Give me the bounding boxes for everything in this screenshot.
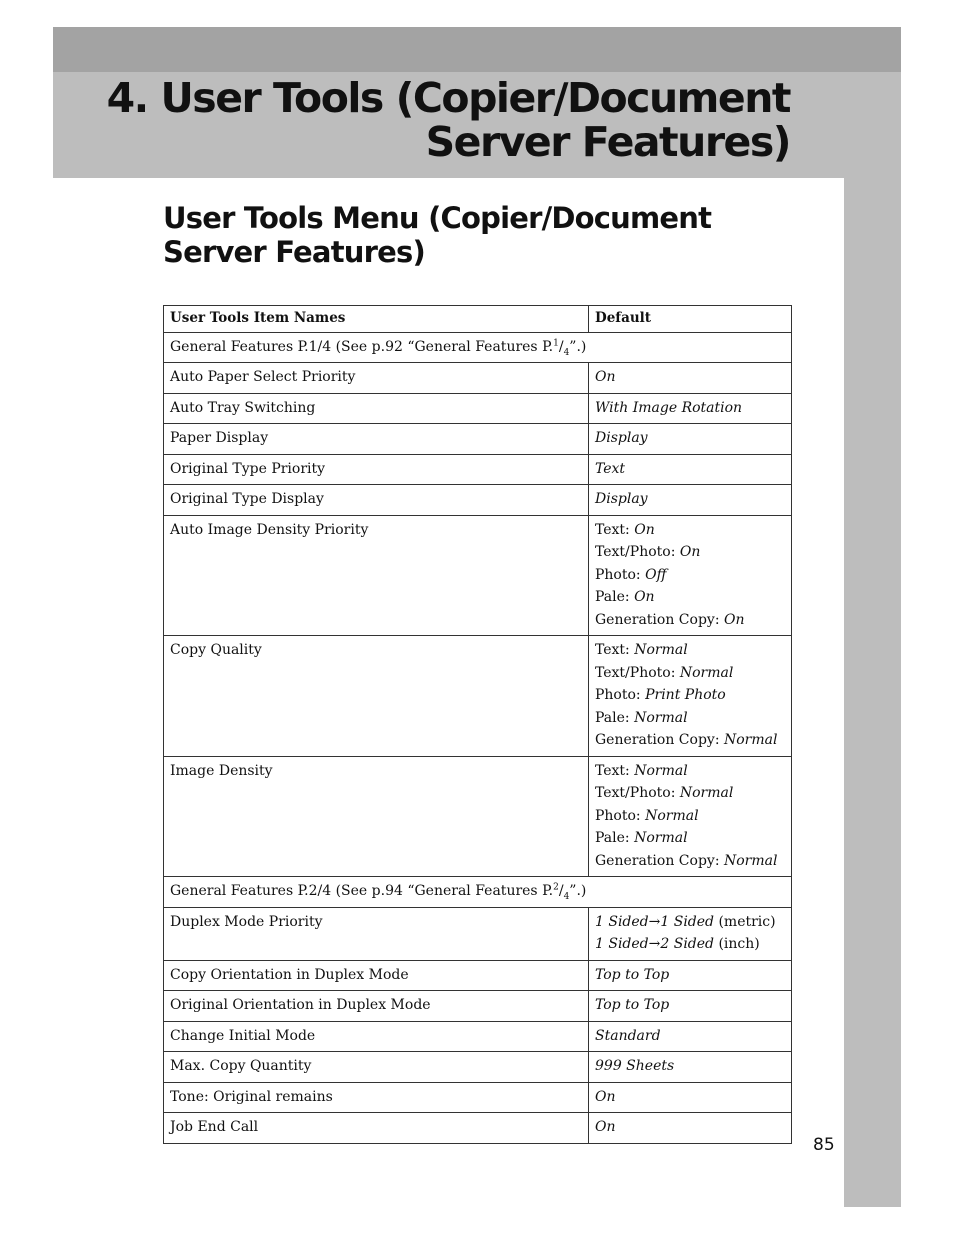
table-row <box>164 424 792 455</box>
group-heading-p2 <box>164 877 792 908</box>
default-value: Normal <box>634 830 688 846</box>
default-label: Text/Photo: <box>595 544 680 560</box>
default-value: 1 Sided→1 Sided <box>595 913 714 930</box>
default-value: Normal <box>634 762 688 779</box>
item-name: Copy Quality <box>164 636 589 757</box>
default-line <box>595 760 785 783</box>
item-name: Copy Orientation in Duplex Mode <box>164 960 589 991</box>
default-value: Normal <box>634 709 688 726</box>
page-number: 85 <box>813 1135 835 1155</box>
table-row <box>164 1082 792 1113</box>
default-label: Pale: <box>595 830 635 846</box>
default-value: Normal <box>724 852 778 869</box>
default-value: With Image Rotation <box>595 399 743 416</box>
chapter-title <box>90 76 790 164</box>
section-title <box>163 201 803 269</box>
default-label: Generation Copy: <box>595 732 724 748</box>
default-label: Text/Photo: <box>595 664 680 681</box>
default-value: On <box>724 611 745 628</box>
default-label: Photo: <box>595 566 646 583</box>
default-line <box>595 707 785 730</box>
default-label: Generation Copy: <box>595 611 724 628</box>
default-line <box>595 933 785 956</box>
table-row <box>164 756 792 877</box>
header-default: Default <box>589 306 792 333</box>
header-top-band <box>53 27 901 72</box>
item-name: Auto Paper Select Priority <box>164 363 589 394</box>
item-name: Max. Copy Quantity <box>164 1052 589 1083</box>
default-value: On <box>634 521 655 538</box>
default-value: Print Photo <box>645 687 726 703</box>
default-value: On <box>595 1088 616 1105</box>
group-text: General Features P.2/4 (See p.94 “General Features P. <box>170 883 554 899</box>
default-value: Normal <box>679 664 734 681</box>
item-name: Tone: Original remains <box>164 1082 589 1113</box>
group-sub: 4 <box>563 347 570 358</box>
table-row <box>164 393 792 424</box>
group-sup: 2 <box>553 882 559 893</box>
table-row <box>164 960 792 991</box>
default-line <box>595 519 785 542</box>
group-slash: / <box>558 883 564 899</box>
item-name: Original Type Display <box>164 485 589 516</box>
item-default <box>589 393 792 424</box>
default-line <box>595 782 785 805</box>
item-name: Change Initial Mode <box>164 1021 589 1052</box>
default-value: Text <box>595 460 626 477</box>
default-line <box>595 639 785 662</box>
default-suffix: (inch) <box>714 936 760 952</box>
item-default <box>589 1082 792 1113</box>
group-text: General Features P.1/4 (See p.92 “General Features P. <box>170 338 554 355</box>
default-value: On <box>634 589 655 605</box>
default-label: Text/Photo: <box>595 785 680 801</box>
item-default <box>589 454 792 485</box>
table-row <box>164 454 792 485</box>
chapter-title-line1: 4. User Tools (Copier/Document <box>106 74 790 122</box>
default-value: Display <box>595 491 648 507</box>
default-line <box>595 541 785 564</box>
default-line <box>595 805 785 828</box>
group-slash: / <box>558 338 564 355</box>
item-name: Paper Display <box>164 424 589 455</box>
group-row <box>164 877 792 908</box>
default-value: On <box>679 544 701 560</box>
item-name: Original Orientation in Duplex Mode <box>164 991 589 1022</box>
default-value: Normal <box>645 807 699 824</box>
default-line <box>595 609 785 632</box>
default-value: On <box>595 369 616 385</box>
default-value: Normal <box>724 732 778 748</box>
table-row <box>164 907 792 960</box>
group-sub: 4 <box>563 891 570 902</box>
item-default <box>589 756 792 877</box>
default-line <box>595 662 785 685</box>
table-row <box>164 1021 792 1052</box>
default-value: Normal <box>679 785 734 801</box>
section-title-line2: Server Features) <box>163 235 425 269</box>
item-default <box>589 1113 792 1144</box>
default-line <box>595 911 785 934</box>
default-label: Photo: <box>595 687 646 703</box>
default-line <box>595 827 785 850</box>
default-value: 999 Sheets <box>595 1058 675 1074</box>
group-end: ”.) <box>569 883 587 899</box>
default-label: Photo: <box>595 807 646 824</box>
item-name: Original Type Priority <box>164 454 589 485</box>
default-value: Standard <box>595 1027 661 1044</box>
table-row <box>164 515 792 636</box>
default-label: Text: <box>595 642 635 658</box>
default-value: Top to Top <box>595 966 670 983</box>
default-suffix: (metric) <box>714 913 776 930</box>
item-default <box>589 424 792 455</box>
item-default <box>589 907 792 960</box>
table-row <box>164 636 792 757</box>
default-label: Pale: <box>595 589 635 605</box>
default-line <box>595 564 785 587</box>
item-name: Image Density <box>164 756 589 877</box>
group-end: ”.) <box>569 338 587 355</box>
item-name: Auto Tray Switching <box>164 393 589 424</box>
table-row <box>164 363 792 394</box>
group-sup: 1 <box>553 337 559 348</box>
default-line <box>595 850 785 873</box>
default-line <box>595 729 785 752</box>
item-default <box>589 991 792 1022</box>
default-label: Generation Copy: <box>595 852 724 869</box>
user-tools-table <box>163 305 792 1144</box>
item-name: Job End Call <box>164 1113 589 1144</box>
table-row <box>164 1052 792 1083</box>
item-default <box>589 515 792 636</box>
section-title-line1: User Tools Menu (Copier/Document <box>163 201 712 235</box>
default-value: Normal <box>634 642 688 658</box>
group-heading-p1 <box>164 332 792 363</box>
table-row <box>164 1113 792 1144</box>
default-label: Text: <box>595 762 635 779</box>
default-line <box>595 586 785 609</box>
default-value: Top to Top <box>595 997 670 1013</box>
header-item-names: User Tools Item Names <box>164 306 589 333</box>
default-label: Text: <box>595 521 635 538</box>
default-label: Pale: <box>595 709 635 726</box>
chapter-title-line2: Server Features) <box>425 118 790 166</box>
item-name: Auto Image Density Priority <box>164 515 589 636</box>
default-value: Display <box>595 430 648 446</box>
default-value: On <box>595 1119 616 1135</box>
group-row <box>164 332 792 363</box>
item-default <box>589 960 792 991</box>
table-row <box>164 991 792 1022</box>
table-header-row <box>164 306 792 333</box>
default-value: 1 Sided→2 Sided <box>595 936 714 952</box>
table-row <box>164 485 792 516</box>
item-default <box>589 485 792 516</box>
side-thumb-tab <box>844 178 901 1207</box>
default-line <box>595 684 785 707</box>
item-default <box>589 1021 792 1052</box>
item-default <box>589 1052 792 1083</box>
item-default <box>589 363 792 394</box>
default-value: Off <box>645 566 667 583</box>
item-default <box>589 636 792 757</box>
item-name: Duplex Mode Priority <box>164 907 589 960</box>
